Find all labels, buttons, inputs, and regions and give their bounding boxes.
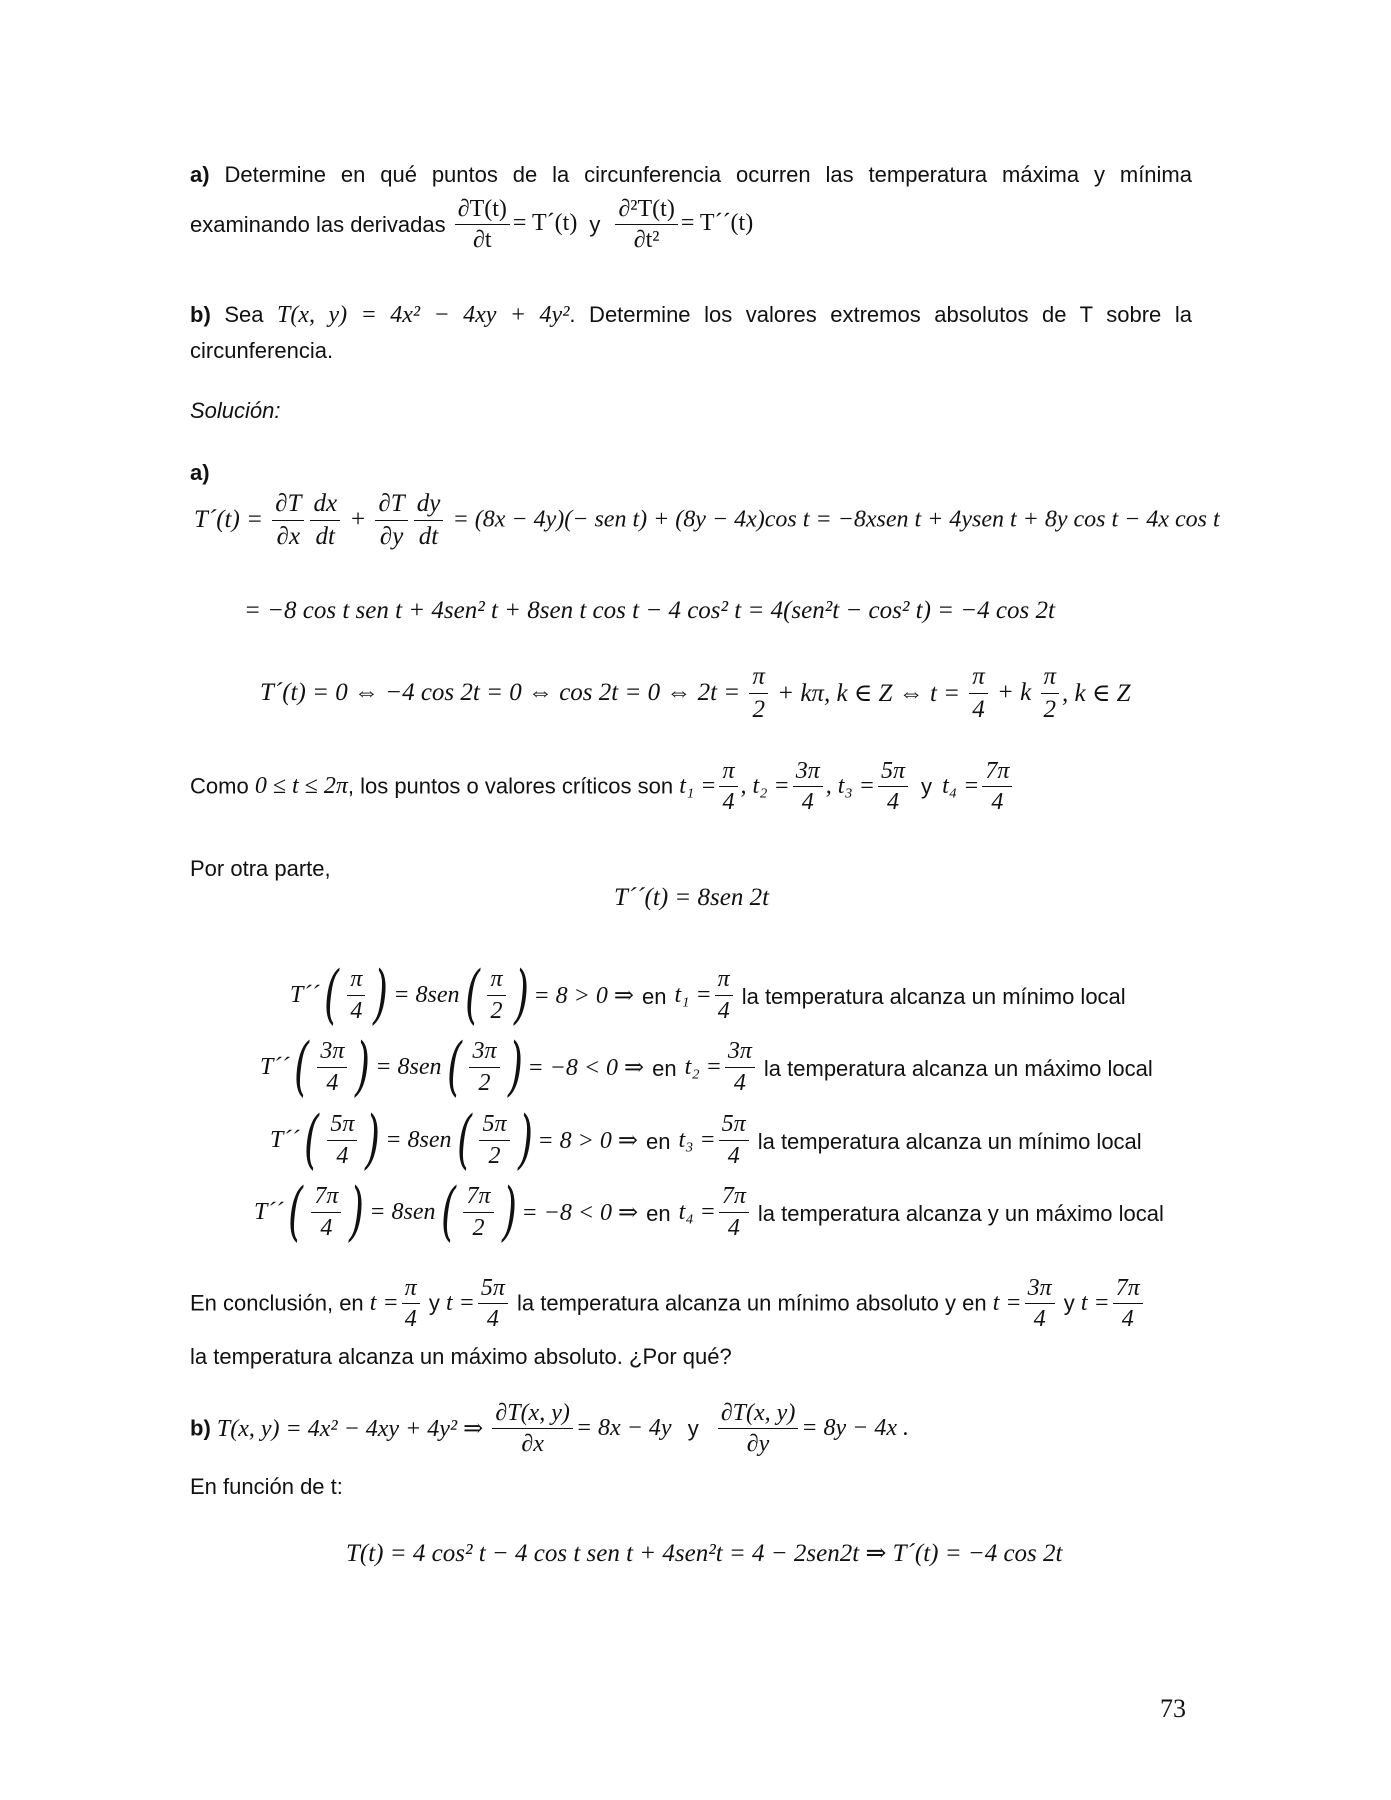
- first-derivative-fraction: $\frac{\partial T(t)}{\partial t}$: [455, 196, 510, 254]
- part-a-label: a): [190, 162, 210, 187]
- simplified-derivative-equation: = −8 cos t sen t + 4sen² t + 8sen t cos t − 4 cos² t = 4(sen²t − cos² t) = −4 cos 2t: [244, 597, 1055, 624]
- part-b-statement-line1: [190, 302, 1192, 329]
- part-b-function: T(x, y) = 4x² − 4xy + 4y²: [277, 302, 570, 328]
- chain-rule-equation: T´(t) = $\frac{\partial T}{\partial x}$ $\frac{dx}{dt}$ + $\frac{\partial T}{\partial y}$ $\frac{dy}{dt}$ = (8x − 4y)(− sen t) + (8y − 4x)cos t = −8xsen t + 4ysen t + 8y cos t − 4x cos t: [194, 490, 1220, 550]
- evaluation-row: T´´( $\frac{7\pi}{4}$ ) = 8sen( $\frac{7\pi}{2}$ ) = −8 < 0 ⇒ en t₄ = $\frac{7\pi}{4}$ la temperatura alcanza y un máximo local: [254, 1175, 1164, 1249]
- conclusion-line1: En conclusión, en t = $\frac{\pi}{4}$ y t = $\frac{5\pi}{4}$ la temperatura alcanza un mínimo absoluto y en t = $\frac{3\pi}{4}$ y t = $\frac{7\pi}{4}$: [190, 1275, 1146, 1333]
- part-a-statement-line1: [190, 162, 1192, 188]
- second-derivative-rhs: = T´´(t): [680, 210, 754, 237]
- part-b-sea: Sea: [224, 302, 264, 327]
- part-a-statement-line2: [190, 196, 753, 254]
- solution-a-label: a): [190, 460, 210, 485]
- evaluation-row: T´´( $\frac{\pi}{4}$ ) = 8sen( $\frac{\pi}{2}$ ) = 8 > 0 ⇒ en t₁ = $\frac{\pi}{4}$ la temperatura alcanza un mínimo local: [290, 958, 1126, 1032]
- part-b-text: . Determine los valores extremos absolutos de T sobre la: [569, 302, 1192, 327]
- final-equation: T(t) = 4 cos² t − 4 cos t sen t + 4sen²t = 4 − 2sen2t ⇒ T´(t) = −4 cos 2t: [346, 1540, 1063, 1567]
- conjunction-y: y: [589, 211, 601, 237]
- critical-points-line: Como 0 ≤ t ≤ 2π, los puntos o valores críticos son t₁ = $\frac{\pi}{4}$ , t₂ = $\frac{3\pi}{4}$ , t₃ = $\frac{5\pi}{4}$ y t₄ = $\frac{7\pi}{4}$: [190, 758, 1015, 816]
- por-otra-parte: Por otra parte,: [190, 856, 331, 881]
- part-a-text: Determine en qué puntos de la circunferencia ocurren las temperatura máxima y mínima: [224, 162, 1192, 187]
- evaluation-row: T´´( $\frac{3\pi}{4}$ ) = 8sen( $\frac{3\pi}{2}$ ) = −8 < 0 ⇒ en t₂ = $\frac{3\pi}{4}$ la temperatura alcanza un máximo local: [260, 1030, 1153, 1104]
- part-b-label: b): [190, 302, 211, 327]
- second-derivative-fraction: $\frac{\text{∂²T(t)}}{\text{∂t²}}$: [615, 196, 677, 254]
- en-funcion-de-t: En función de t:: [190, 1474, 343, 1499]
- part-b-statement-line2: circunferencia.: [190, 338, 334, 363]
- conclusion-line2: la temperatura alcanza un máximo absoluto. ¿Por qué?: [190, 1344, 732, 1369]
- critical-point-equation: T´(t) = 0 ⇔ −4 cos 2t = 0 ⇔ cos 2t = 0 ⇔ 2t = $\frac{\pi}{2}$ + kπ, k ∈ Z ⇔ t = $\frac{\pi}{4}$ + k $\frac{\pi}{2}$ , k ∈ Z: [260, 663, 1131, 723]
- second-derivative-formula: T´´(t) = 8sen 2t: [614, 884, 770, 911]
- first-derivative-rhs: = T´(t): [512, 210, 578, 237]
- page-number: 73: [1160, 1694, 1186, 1723]
- solution-b-line: b) T(x, y) = 4x² − 4xy + 4y² ⇒ $\frac{\partial T(x, y)}{\partial x}$ = 8x − 4y y $\frac{\partial T(x, y)}{\partial y}$ = 8y − 4x .: [190, 1400, 910, 1458]
- solution-heading: Solución:: [190, 398, 281, 423]
- evaluation-row: T´´( $\frac{5\pi}{4}$ ) = 8sen( $\frac{5\pi}{2}$ ) = 8 > 0 ⇒ en t₃ = $\frac{5\pi}{4}$ la temperatura alcanza un mínimo local: [270, 1103, 1142, 1177]
- part-a-derivatives-text: examinando las derivadas: [190, 211, 446, 237]
